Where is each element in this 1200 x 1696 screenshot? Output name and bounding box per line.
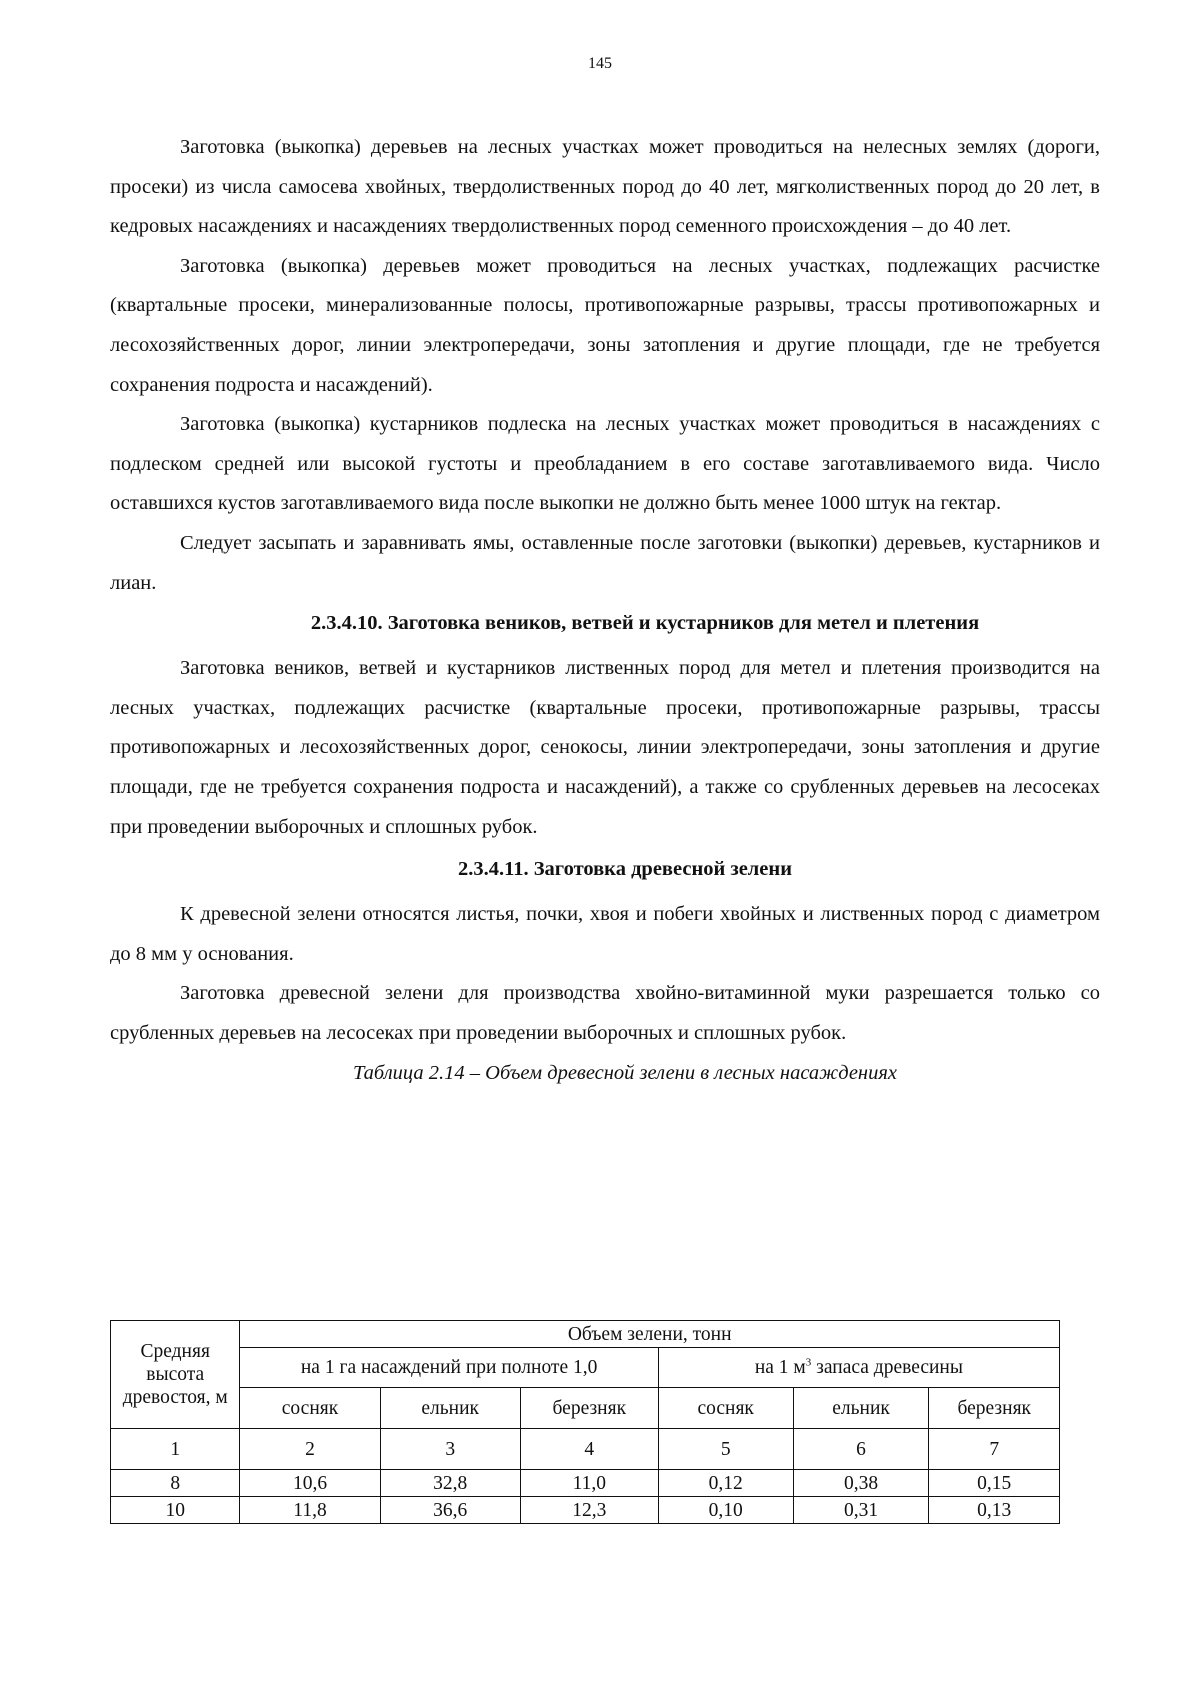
table-cell: 4 <box>520 1429 658 1470</box>
table-row <box>111 1497 1060 1524</box>
table-row-column-numbers <box>111 1429 1060 1470</box>
paragraph: Заготовка (выкопка) деревьев на лесных участках может проводиться на нелесных землях (дороги, просеки) из числа самосева хвойных, твердолиственных пород до 40 лет, мягколиственных пород до 20 лет, в кедровых насаждениях и насаждениях твердолиственных пород семенного происхождения – до 40 лет. <box>110 136 1100 238</box>
table-cell: 2 <box>240 1429 380 1470</box>
table-cell: 11,8 <box>240 1497 380 1524</box>
table-header-per-ha: на 1 га насаждений при полноте 1,0 <box>240 1348 658 1388</box>
document-body <box>110 128 1100 1093</box>
table-cell: 8 <box>111 1470 240 1497</box>
section-heading: 2.3.4.11. Заготовка древесной зелени <box>457 858 793 881</box>
table-cell: 3 <box>380 1429 520 1470</box>
table-cell: 7 <box>929 1429 1060 1470</box>
table-header-per-m3-suffix: запаса древесины <box>811 1357 963 1378</box>
paragraph: Заготовка веников, ветвей и кустарников лиственных пород для метел и плетения производится на лесных участках, подлежащих расчистке (квартальные просеки, противопожарные разрывы, трассы противопожарных и лесохозяйственных дорог, сенокосы, линии электропередачи, зоны затопления и другие площади, где не требуется сохранения подроста и насаждений), а также со срубленных деревьев на лесосеках при проведении выборочных и сплошных рубок. <box>110 657 1100 838</box>
page-number: 145 <box>588 55 612 72</box>
table-header-species: ельник <box>793 1388 929 1429</box>
data-table <box>110 1320 1060 1524</box>
table-header-species: березняк <box>929 1388 1060 1429</box>
table-cell: 0,38 <box>793 1470 929 1497</box>
table-header-per-m3 <box>658 1348 1059 1388</box>
table-cell: 36,6 <box>380 1497 520 1524</box>
table-header-species: сосняк <box>658 1388 793 1429</box>
table-cell: 12,3 <box>520 1497 658 1524</box>
table-cell: 0,15 <box>929 1470 1060 1497</box>
paragraph: Заготовка древесной зелени для производства хвойно-витаминной муки разрешается только со срубленных деревьев на лесосеках при проведении выборочных и сплошных рубок. <box>110 982 1100 1044</box>
table-row <box>111 1470 1060 1497</box>
table-cell: 0,31 <box>793 1497 929 1524</box>
paragraph: Заготовка (выкопка) кустарников подлеска на лесных участках может проводиться в насаждениях с подлеском средней или высокой густоты и преобладанием в его составе заготавливаемого вида. Число оставшихся кустов заготавливаемого вида после выкопки не должно быть менее 1000 штук на гектар. <box>110 413 1100 515</box>
table-cell: 32,8 <box>380 1470 520 1497</box>
table-header-species: ельник <box>380 1388 520 1429</box>
table-header-species: березняк <box>520 1388 658 1429</box>
table-header-species: сосняк <box>240 1388 380 1429</box>
table-cell: 1 <box>111 1429 240 1470</box>
paragraph: К древесной зелени относятся листья, почки, хвоя и побеги хвойных и лиственных пород с диаметром до 8 мм у основания. <box>110 903 1100 965</box>
table-cell: 6 <box>793 1429 929 1470</box>
table-cell: 0,12 <box>658 1470 793 1497</box>
table-cell: 0,10 <box>658 1497 793 1524</box>
table-header-height: Средняя высота древостоя, м <box>111 1321 240 1429</box>
table-cell: 11,0 <box>520 1470 658 1497</box>
paragraph: Следует засыпать и заравнивать ямы, оставленные после заготовки (выкопки) деревьев, кустарников и лиан. <box>110 531 1100 594</box>
table-header-group: Объем зелени, тонн <box>240 1321 1060 1348</box>
table-cell: 10,6 <box>240 1470 380 1497</box>
table-cell: 0,13 <box>929 1497 1060 1524</box>
section-heading: 2.3.4.10. Заготовка веников, ветвей и кустарников для метел и плетения <box>310 612 980 635</box>
table-header-per-m3-prefix: на 1 м <box>754 1357 806 1378</box>
table-cell: 5 <box>658 1429 793 1470</box>
superscript: 3 <box>805 1356 812 1369</box>
table-caption: Таблица 2.14 – Объем древесной зелени в лесных насаждениях <box>353 1062 897 1085</box>
paragraph: Заготовка (выкопка) деревьев может проводиться на лесных участках, подлежащих расчистке (квартальные просеки, минерализованные полосы, противопожарные разрывы, трассы противопожарных и лесохозяйственных дорог, линии электропередачи, зоны затопления и другие площади, где не требуется сохранения подроста и насаждений). <box>110 254 1100 396</box>
table-cell: 10 <box>111 1497 240 1524</box>
